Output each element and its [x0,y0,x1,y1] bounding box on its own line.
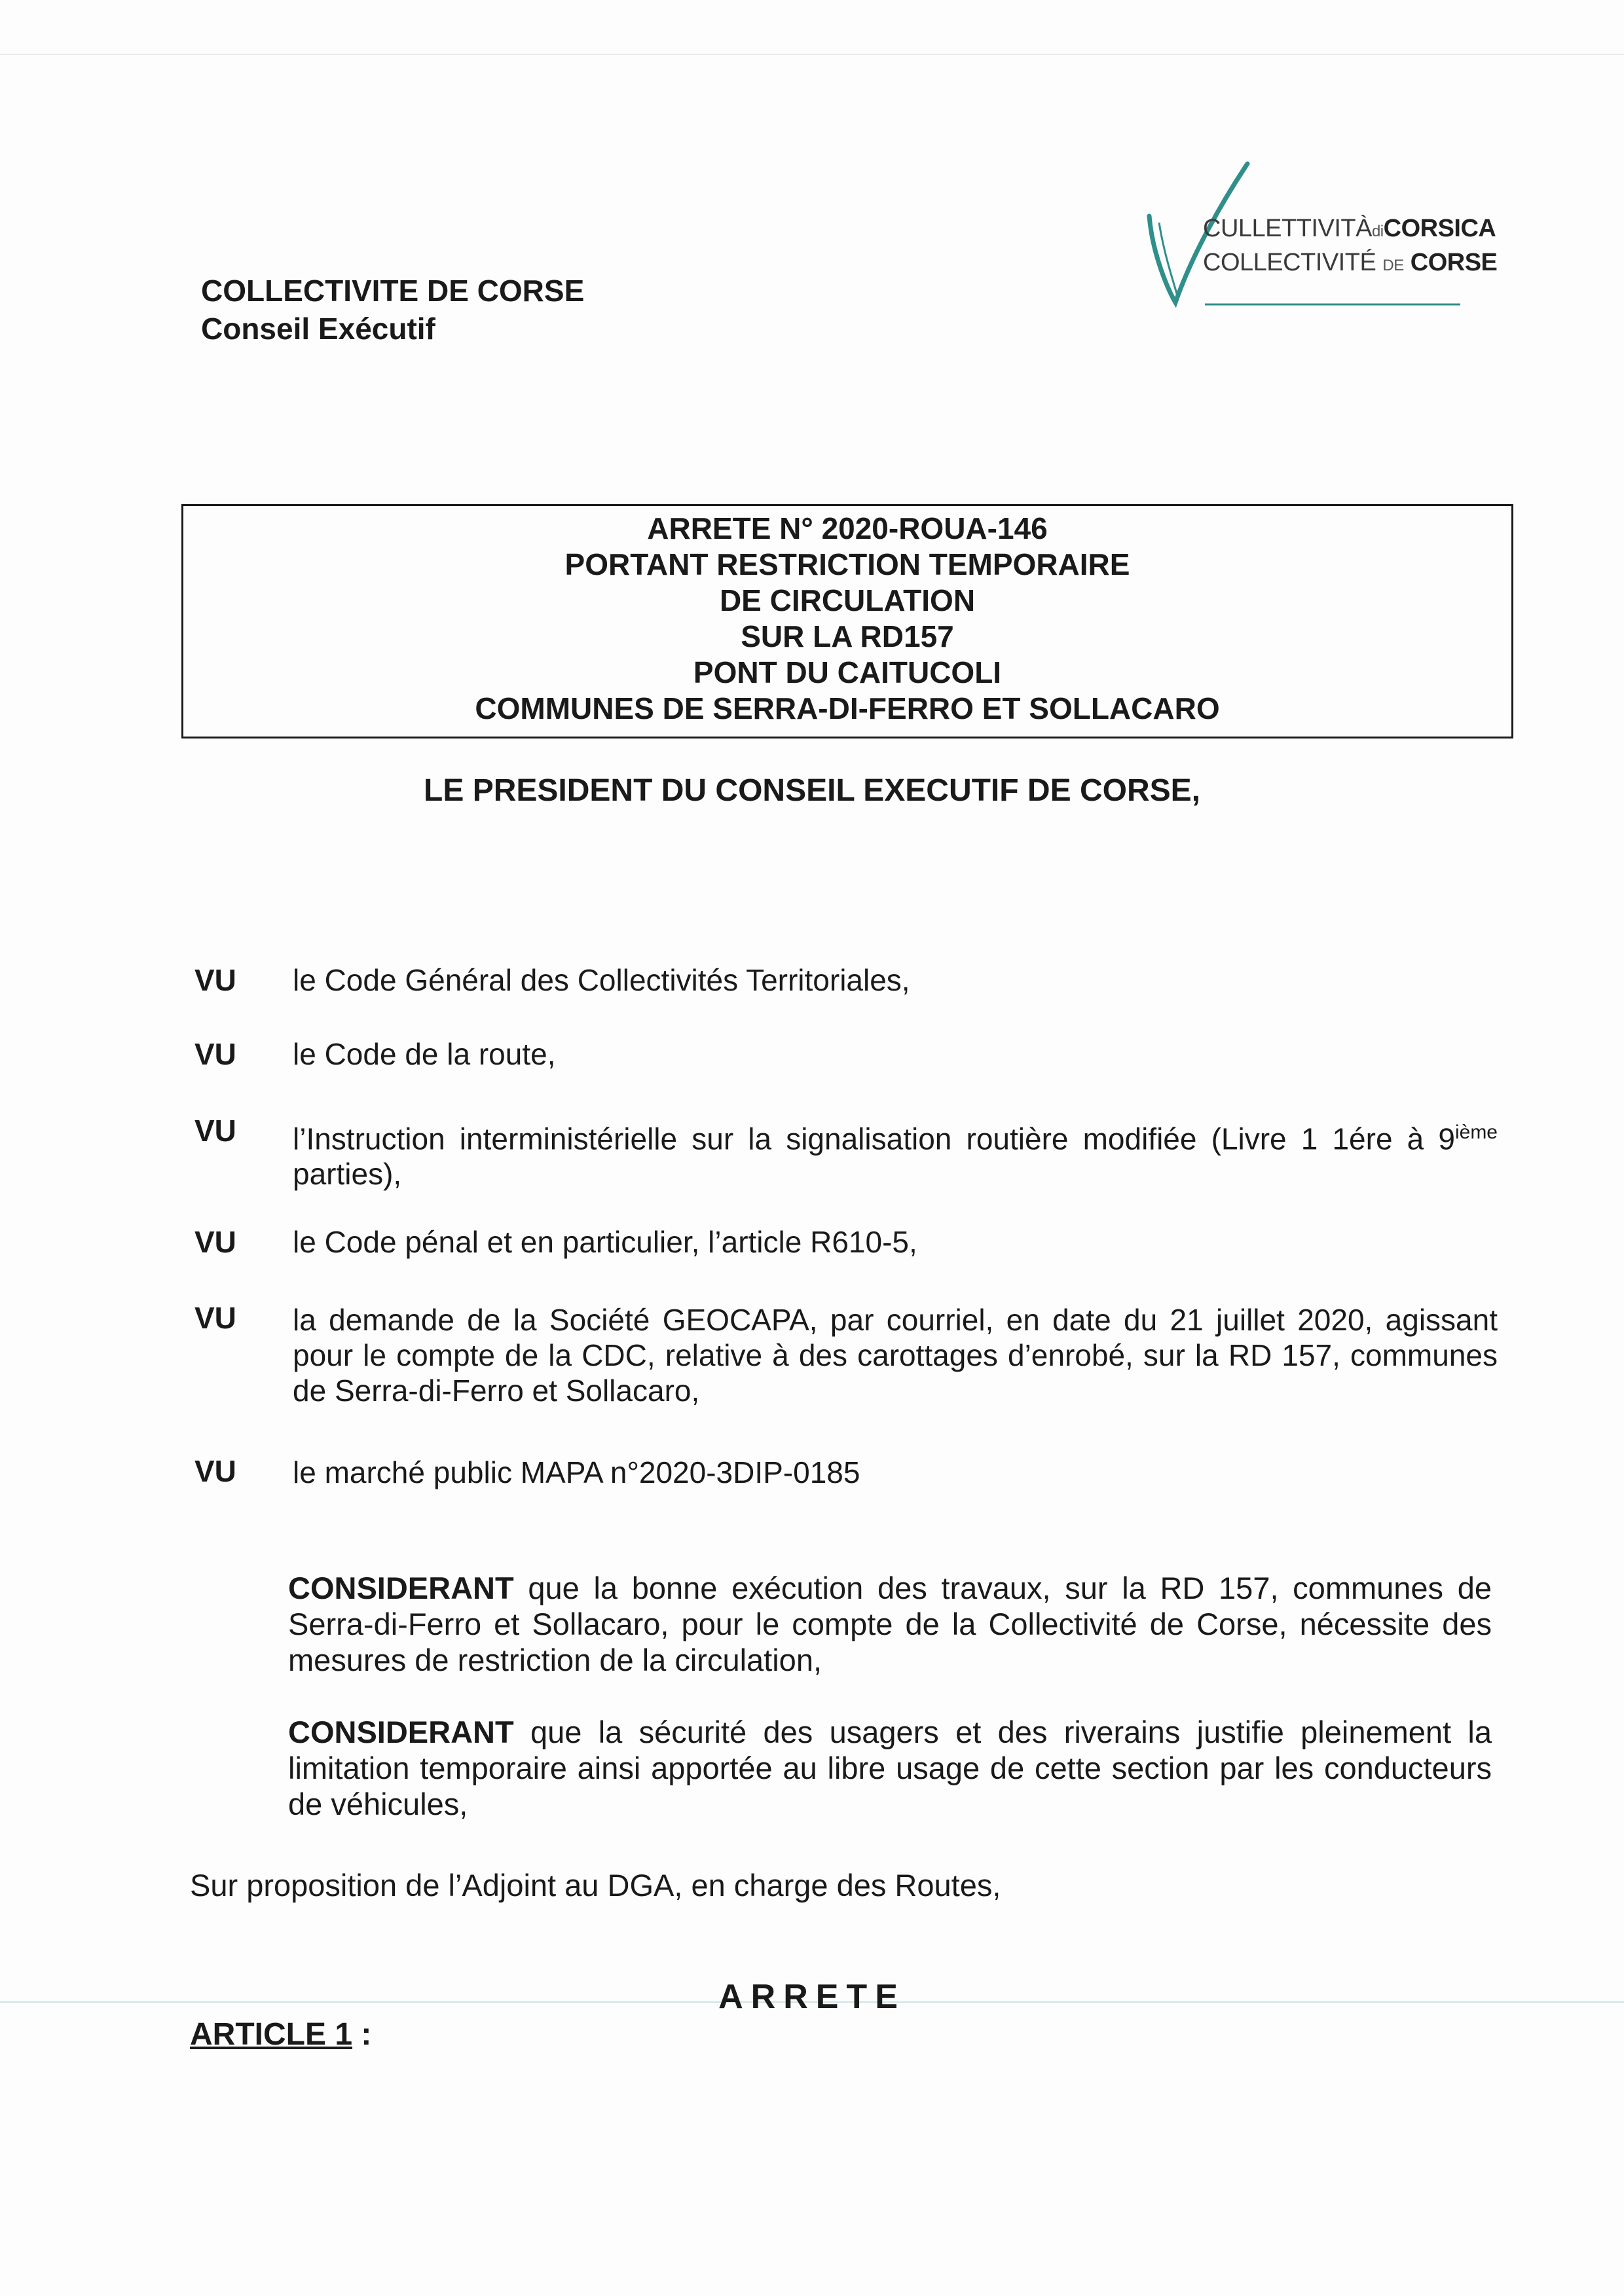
vu-item: le marché public MAPA n°2020-3DIP-0185 [293,1455,860,1489]
vu-label: VU [194,1114,236,1148]
decree-subject-line: PORTANT RESTRICTION TEMPORAIRE [564,547,1130,581]
collectivite-logo [1113,157,1498,314]
vu-item: le Code pénal et en particulier, l’article R610-5, [293,1225,917,1259]
logo-text-corsican: CULLETTIVITÀdiCORSICA [1203,215,1496,242]
vu-label: VU [194,1301,236,1335]
vu-item: le Code de la route, [293,1037,556,1071]
vu-label: VU [194,963,236,997]
decree-communes: COMMUNES DE SERRA-DI-FERRO ET SOLLACARO [475,691,1220,725]
vu-label: VU [194,1225,236,1259]
organization-department: Conseil Exécutif [201,312,435,346]
decree-number: ARRETE N° 2020-ROUA-146 [647,511,1048,545]
logo-text-french: COLLECTIVITÉ DE CORSE [1203,249,1498,276]
organization-header [201,272,584,348]
proposal-line: Sur proposition de l’Adjoint au DGA, en charge des Routes, [190,1868,1001,1903]
page-top-edge [0,54,1624,55]
vu-item: la demande de la Société GEOCAPA, par courriel, en date du 21 juillet 2020, agissant pour le compte de la CDC, relative à des carottages d’enrobé, sur la RD 157, communes de Serra-di-Ferro et Sollacaro, [293,1303,1498,1408]
decree-title-box [181,504,1513,738]
vu-label: VU [194,1454,236,1488]
vu-item: l’Instruction interministérielle sur la signalisation routière modifiée (Livre 1 1ére à 9ième parties), [293,1121,1498,1192]
considerant-paragraph: CONSIDERANT que la sécurité des usagers et des riverains justifie pleinement la limitation temporaire ainsi apportée au libre usage de cette section par les conducteurs de véhicules, [288,1715,1492,1821]
decree-bridge: PONT DU CAITUCOLI [693,655,1002,689]
vu-item: le Code Général des Collectivités Territoriales, [293,963,910,997]
organization-name: COLLECTIVITE DE CORSE [201,274,585,308]
article-1-heading: ARTICLE 1 : [190,2017,372,2052]
arrete-heading: ARRETE [718,1978,906,2016]
president-heading: LE PRESIDENT DU CONSEIL EXECUTIF DE CORSE, [424,773,1200,808]
vu-label: VU [194,1037,236,1071]
considerant-paragraph: CONSIDERANT que la bonne exécution des travaux, sur la RD 157, communes de Serra-di-Ferro et Sollacaro, pour le compte de la Collectivité de Corse, nécessite des mesures de restriction de la circulation, [288,1571,1492,1677]
decree-road: SUR LA RD157 [741,619,954,653]
decree-subject-line: DE CIRCULATION [719,583,976,617]
